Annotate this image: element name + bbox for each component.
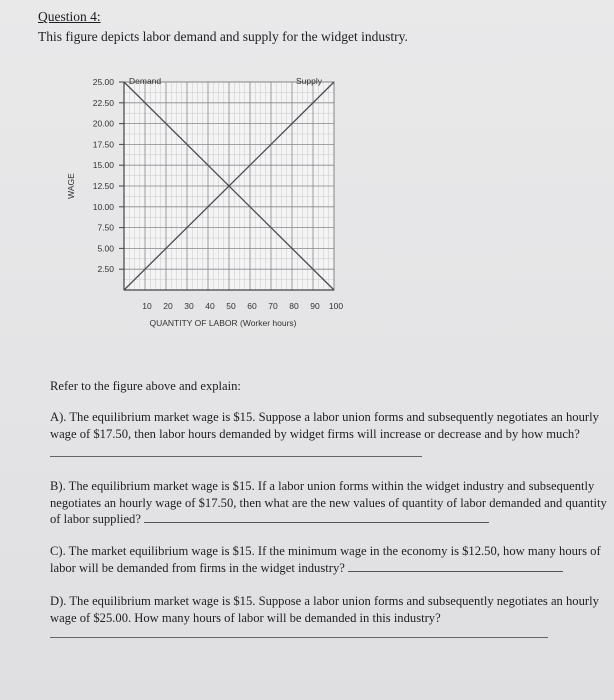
y-tick-label: 12.50 — [92, 181, 114, 191]
x-tick-label: 80 — [289, 301, 299, 311]
answer-line-b — [144, 512, 489, 523]
y-tick-label: 25.00 — [92, 77, 114, 87]
question-a — [50, 409, 610, 442]
answer-line-c — [348, 561, 563, 572]
x-tick-label: 70 — [268, 301, 278, 311]
y-tick-label: 22.50 — [92, 97, 114, 108]
question-heading: Question 4: — [38, 9, 101, 24]
y-tick-label: 17.50 — [92, 139, 114, 150]
question-d-text: D). The equilibrium market wage is $15. Suppose a labor union forms and subsequently negotiates an hourly wage of $25.00. How many hours of labor will be demanded in this industry? — [50, 594, 599, 625]
refer-text: Refer to the figure above and explain: — [50, 379, 241, 393]
series-label-demand: Demand — [129, 76, 162, 86]
x-tick-label: 10 — [142, 301, 152, 311]
chart-svg — [60, 68, 360, 343]
y-tick-label: 5.00 — [97, 243, 114, 254]
labor-market-chart — [60, 68, 360, 348]
answer-line-a — [50, 456, 422, 457]
x-axis-title: QUANTITY OF LABOR (Worker hours) — [149, 318, 297, 328]
y-tick-label: 10.00 — [92, 201, 114, 212]
y-tick-label: 7.50 — [97, 222, 114, 233]
question-b-text: B). The equilibrium market wage is $15. If a labor union forms within the widget industry and subsequently negotiates an hourly wage of $17.50, then what are the new values of quantity of labor demanded and quantity of labor supplied? — [50, 479, 607, 526]
x-tick-label: 20 — [163, 301, 173, 311]
x-tick-label: 30 — [184, 301, 194, 311]
y-tick-label: 2.50 — [97, 264, 114, 275]
y-tick-label: 15.00 — [92, 160, 114, 171]
y-tick-label: 20.00 — [92, 118, 114, 129]
x-tick-label: 100 — [328, 301, 344, 311]
question-a-text: A). The equilibrium market wage is $15. Suppose a labor union forms and subsequently negotiates an hourly wage of $17.50, then labor hours demanded by widget firms will increase or decrease and by how much? — [50, 410, 599, 441]
question-intro: This figure depicts labor demand and supply for the widget industry. — [38, 29, 408, 44]
question-c — [50, 543, 610, 576]
answer-line-d — [50, 637, 548, 638]
question-d — [50, 593, 610, 626]
x-tick-label: 60 — [247, 301, 257, 311]
question-b — [50, 478, 610, 528]
x-tick-label: 90 — [310, 301, 320, 311]
x-tick-label: 50 — [226, 301, 236, 311]
series-label-supply: Supply — [296, 76, 322, 86]
x-tick-label: 40 — [205, 301, 215, 311]
y-axis-title: WAGE — [66, 173, 76, 199]
question-c-text: C). The market equilibrium wage is $15. If the minimum wage in the economy is $12.50, how many hours of labor will be demanded from firms in the widget industry? — [50, 544, 601, 575]
